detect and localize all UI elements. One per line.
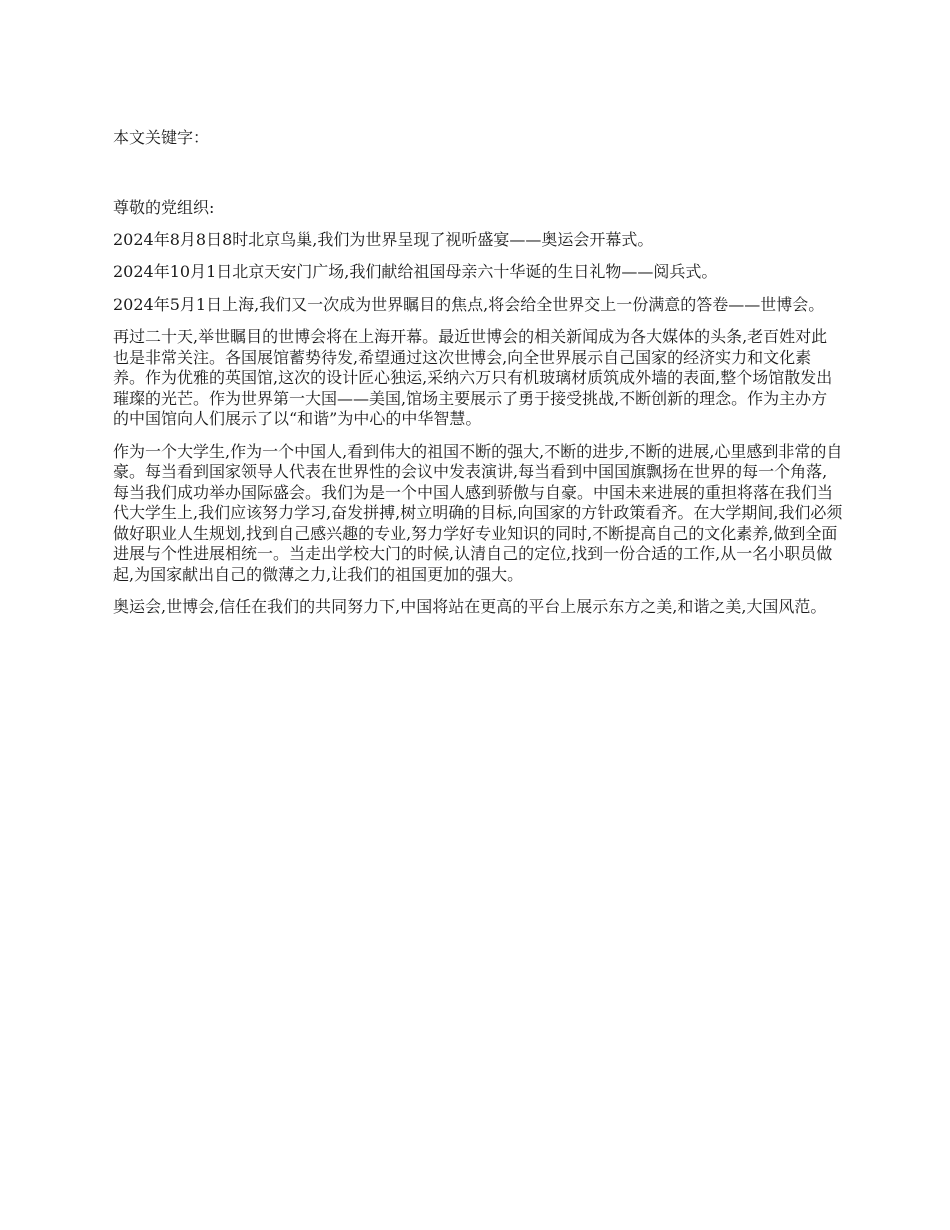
- salutation: 尊敬的党组织:: [113, 198, 215, 217]
- paragraph-5: 作为一个大学生,作为一个中国人,看到伟大的祖国不断的强大,不断的进步,不断的进展,心里感到非常的自豪。每当看到国家领导人代表在世界性的会议中发表演讲,每当看到中国国旗飘扬在世界的每一个角落,每当我们成功举办国际盛会。我们为是一个中国人感到骄傲与自豪。中国未来进展的重担将落在我们当代大学生上,我们应该努力学习,奋发拼搏,树立明确的目标,向国家的方针政策看齐。在大学期间,我们必须做好职业人生规划,找到自己感兴趣的专业,努力学好专业知识的同时,不断提高自己的文化素养,做到全面进展与个性进展相统一。当走出学校大门的时候,认清自己的定位,找到一份合适的工作,从一名小职员做起,为国家献出自己的微薄之力,让我们的祖国更加的强大。: [113, 441, 843, 584]
- document-body: [113, 198, 843, 630]
- paragraph-6: 奥运会,世博会,信任在我们的共同努力下,中国将站在更高的平台上展示东方之美,和谐之美,大国风范。: [113, 597, 827, 616]
- paragraph-1: 2024年8月8日8时北京鸟巢,我们为世界呈现了视听盛宴——奥运会开幕式。: [113, 229, 654, 249]
- paragraph-3: 2024年5月1日上海,我们又一次成为世界瞩目的焦点,将会给全世界交上一份满意的答卷——世博会。: [113, 294, 825, 314]
- paragraph-4: 再过二十天,举世瞩目的世博会将在上海开幕。最近世博会的相关新闻成为各大媒体的头条,老百姓对此也是非常关注。各国展馆蓄势待发,希望通过这次世博会,向全世界展示自己国家的经济实力和文化素养。作为优雅的英国馆,这次的设计匠心独运,采纳六万只有机玻璃材质筑成外墙的表面,整个场馆散发出璀璨的光芒。作为世界第一大国——美国,馆场主要展示了勇于接受挑战,不断创新的理念。作为主办方的中国馆向人们展示了以“和谐”为中心的中华智慧。: [113, 327, 833, 428]
- keywords-label: 本文关键字：: [113, 128, 210, 147]
- paragraph-2: 2024年10月1日北京天安门广场,我们献给祖国母亲六十华诞的生日礼物——阅兵式。: [113, 262, 718, 281]
